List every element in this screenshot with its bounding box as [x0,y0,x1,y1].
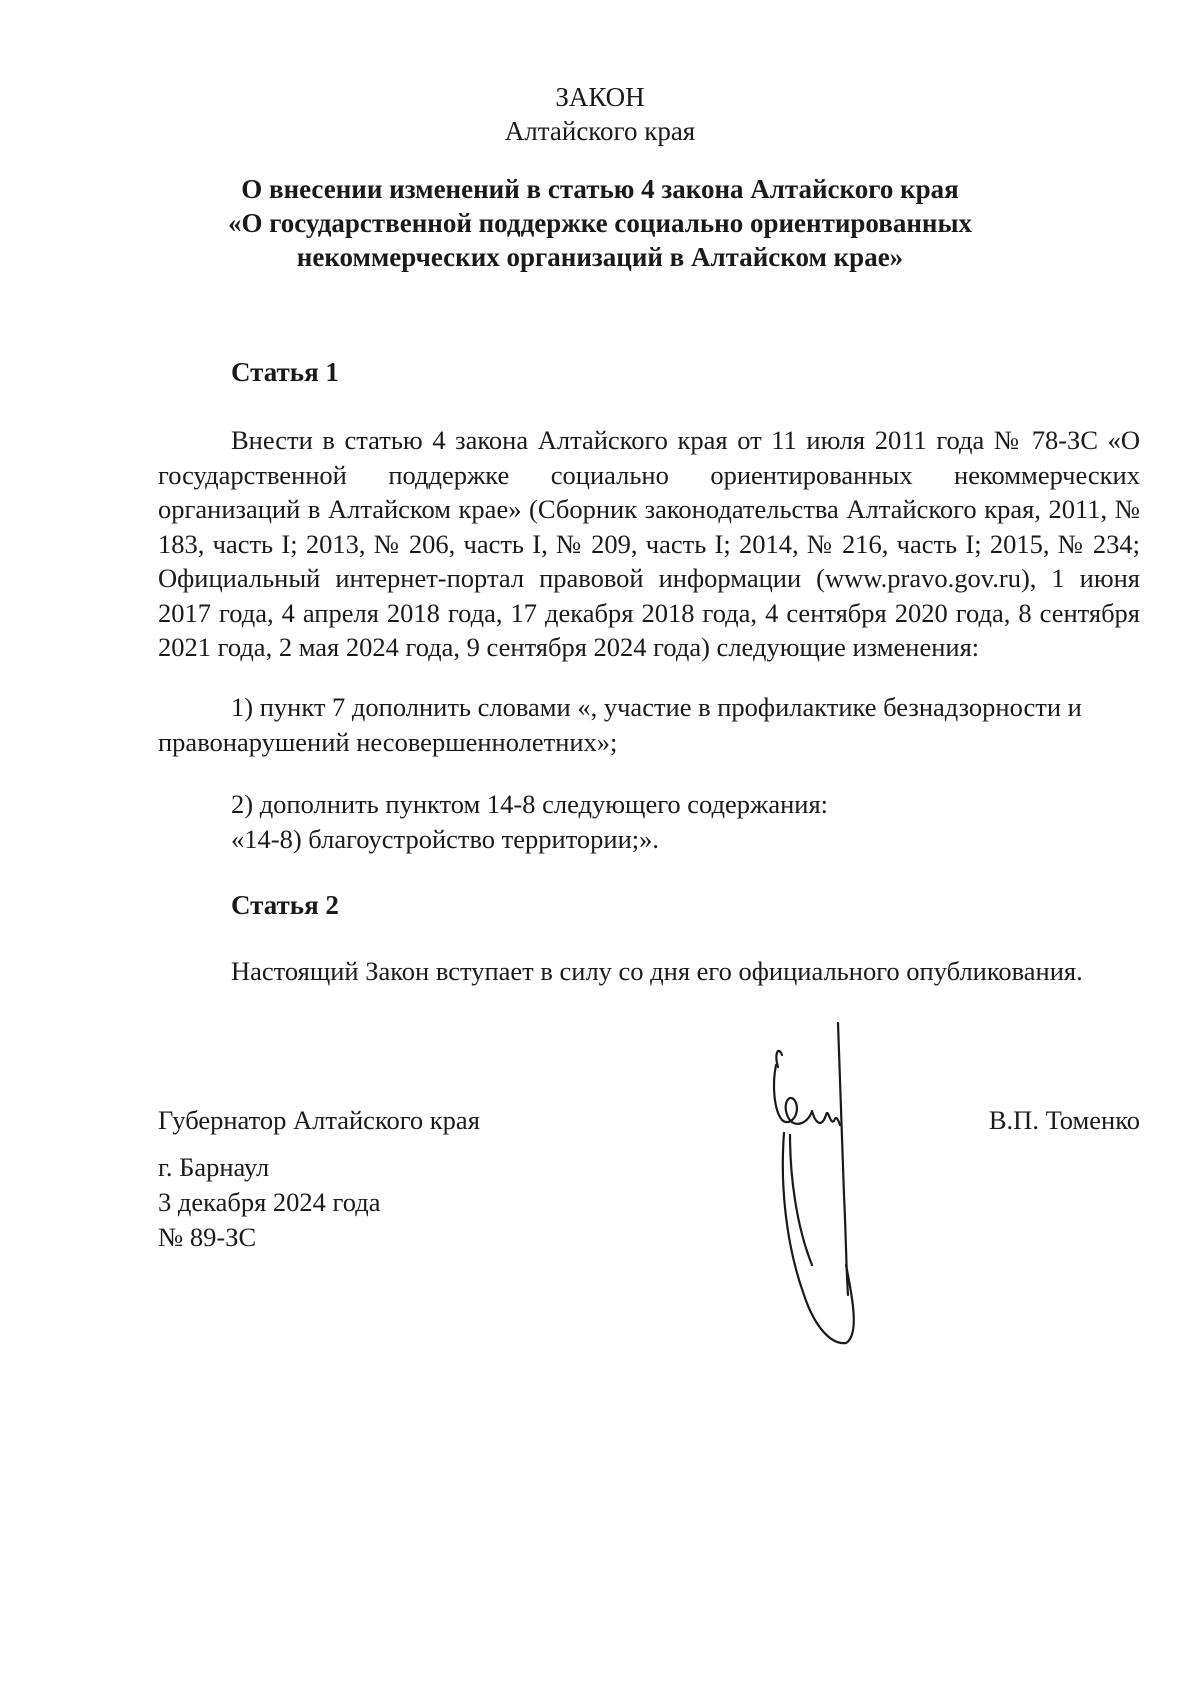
title-line-3: некоммерческих организаций в Алтайском крае» [296,242,904,272]
article-1-item-1 [158,690,1140,759]
article-1-heading: Статья 1 [231,357,339,387]
handwritten-signature [760,1015,900,1355]
governor-name: В.П. Томенко [988,1105,1140,1135]
law-meta [158,1150,380,1255]
article-1-item-2-line-2: «14-8) благоустройство территории;». [231,824,660,854]
doc-type: ЗАКОН [555,82,645,112]
law-header [0,80,1200,148]
date: 3 декабря 2024 года [158,1187,381,1217]
article-1-intro [158,423,1140,665]
article-2-heading: Статья 2 [231,890,339,920]
title-line-2: «О государственной поддержке социально ориентированных [227,208,973,238]
law-number: № 89-ЗС [158,1222,257,1252]
article-1-item-2-line-1: 2) дополнить пунктом 14-8 следующего содержания: [231,789,829,819]
doc-region: Алтайского края [504,116,696,146]
law-title [0,172,1200,274]
city: г. Барнаул [158,1152,270,1182]
article-2-text: Настоящий Закон вступает в силу со дня его официального опубликования. [231,956,1083,986]
governor-position: Губернатор Алтайского края [158,1105,480,1135]
article-1-intro-text: Внести в статью 4 закона Алтайского края от 11 июля 2011 года № 78-ЗС «О государственной поддержке социально ориентированных некоммерческих организаций в Алтайском крае» (Сборник законодательства Алтайского края, 2011, № 183, часть I; 2013, № 206, часть I, № 209, часть I; 2014, № 216, часть I; 2015, № 234; Официальный интернет-портал правовой информации (www.pravo.gov.ru), 1 июня 2017 года, 4 апреля 2018 года, 17 декабря 2018 года, 4 сентября 2020 года, 8 сентября 2021 года, 2 мая 2024 года, 9 сентября 2024 года) следующие изменения: [158,425,1140,662]
title-line-1: О внесении изменений в статью 4 закона Алтайского края [241,174,959,204]
item-1-text: 1) пункт 7 дополнить словами «, участие в профилактике безнадзорности и правонарушений несовершеннолетних»; [158,692,1082,757]
